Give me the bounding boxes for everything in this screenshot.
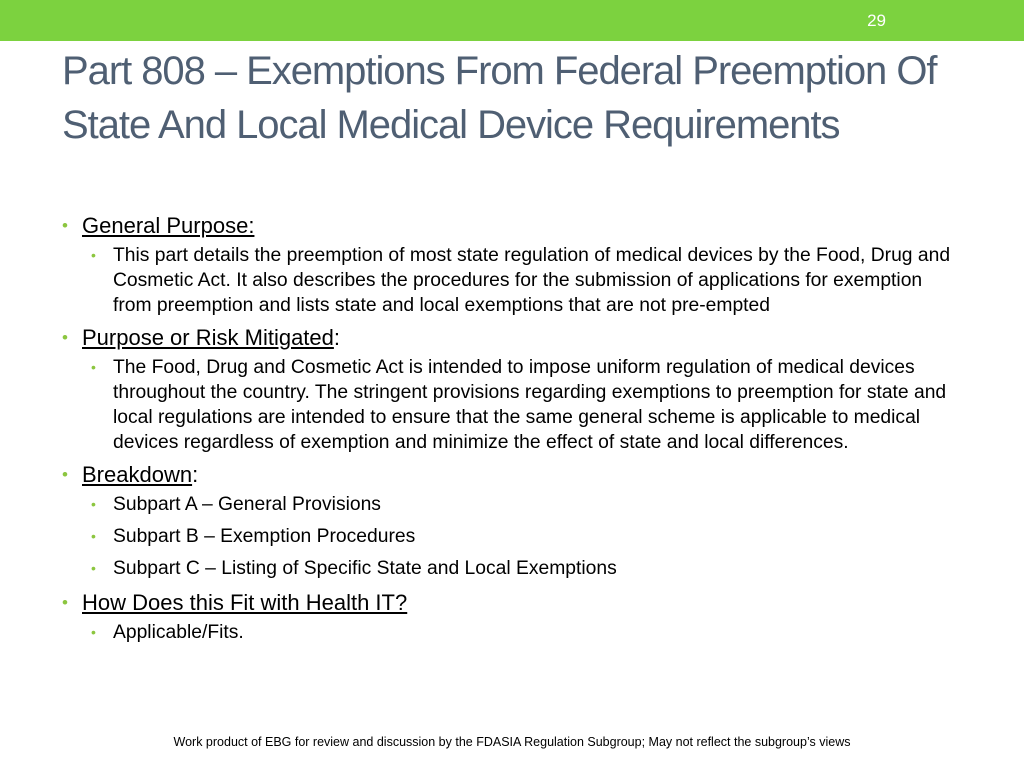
bullet-icon: •: [62, 465, 68, 484]
slide-body: [62, 211, 962, 652]
list-item-text: The Food, Drug and Cosmetic Act is intended to impose uniform regulation of medical devices throughout the country. The stringent provisions regarding exemptions to preemption for state and local regulations are intended to ensure that the same general scheme is applicable to medical devices regardless of exemption and minimize the effect of state and local differences.: [113, 357, 947, 453]
top-accent-bar: [0, 0, 1024, 41]
section-heading-label: How Does this Fit with Health IT?: [82, 590, 408, 615]
bullet-icon: •: [62, 216, 68, 235]
section-heading-label: Breakdown: [82, 462, 193, 487]
section-heading-suffix: :: [333, 325, 341, 350]
bullet-icon: •: [62, 328, 68, 347]
bullet-icon: •: [91, 528, 96, 544]
footer-disclaimer: Work product of EBG for review and discussion by the FDASIA Regulation Subgroup; May not reflect the subgroup’s views: [173, 735, 851, 749]
list-item: [62, 243, 962, 318]
list-item-text: This part details the preemption of most state regulation of medical devices by the Food, Drug and Cosmetic Act. It also describes the procedures for the submission of applications for exemption from preemption and lists state and local exemptions that are not pre-empted: [113, 245, 951, 316]
list-item: [62, 524, 962, 549]
slide-title: Part 808 – Exemptions From Federal Preemption Of State And Local Medical Device Requirements: [62, 49, 937, 147]
list-item-text: Subpart A – General Provisions: [113, 494, 381, 515]
list-item-text: Applicable/Fits.: [113, 622, 244, 643]
bullet-icon: •: [91, 496, 96, 512]
section-heading-suffix: :: [192, 462, 199, 487]
bullet-icon: •: [91, 247, 96, 263]
bullet-icon: •: [62, 593, 68, 612]
slide-number: 29: [867, 11, 886, 30]
section-heading-general-purpose: [62, 211, 962, 241]
section-heading-label: General Purpose:: [82, 213, 255, 238]
list-item: [62, 620, 962, 645]
bullet-icon: •: [91, 359, 96, 375]
section-heading-health-it-fit: [62, 588, 962, 618]
bullet-icon: •: [91, 624, 96, 640]
section-heading-purpose-or-risk-mitigated: [62, 323, 962, 353]
list-item: [62, 556, 962, 581]
section-heading-label: Purpose or Risk Mitigated: [82, 325, 334, 350]
list-item-text: Subpart B – Exemption Procedures: [113, 526, 416, 547]
list-item: [62, 492, 962, 517]
bullet-icon: •: [91, 560, 96, 576]
list-item-text: Subpart C – Listing of Specific State and Local Exemptions: [113, 558, 617, 579]
list-item: [62, 355, 962, 455]
section-heading-breakdown: [62, 460, 962, 490]
